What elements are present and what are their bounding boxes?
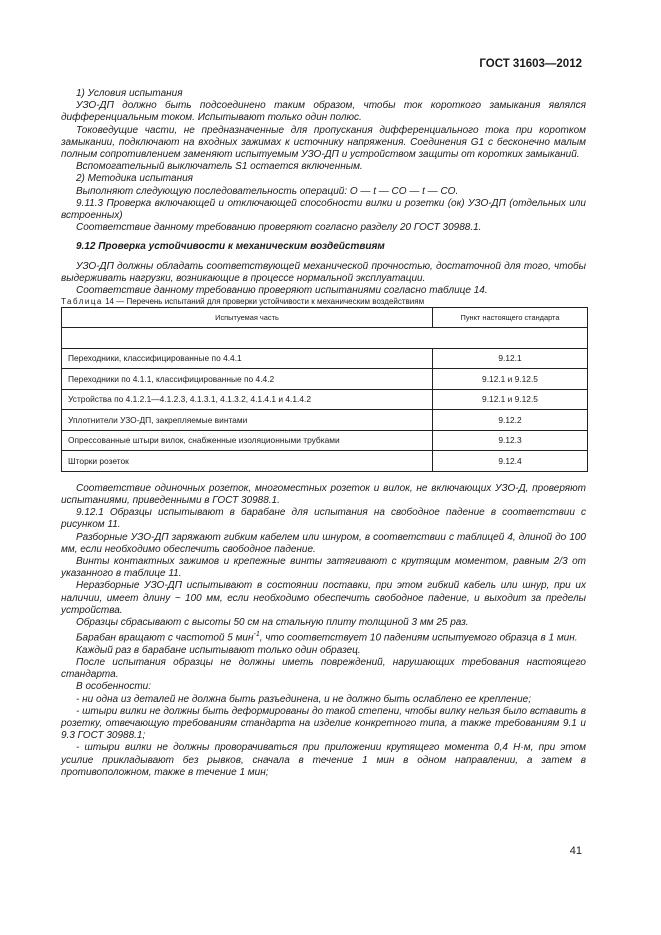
table-row bbox=[62, 369, 588, 390]
table-row bbox=[62, 389, 588, 410]
paragraph bbox=[61, 629, 586, 645]
page-body bbox=[61, 88, 586, 779]
paragraph: Токоведущие части, не предназначенные для пропускания дифференциального тока при коротком замыкании, подключают на входных зажимах к источнику напряжения. Соединения G1 с бесконечно малым полным сопротивлением заменяют испытуемым УЗО-ДП и устройством защиты от коротких замыканий. bbox=[61, 124, 586, 161]
paragraph: Соответствие одиночных розеток, многоместных розеток и вилок, не включающих УЗО-Д, проверяют испытаниями, приведенными в ГОСТ 30988.1. bbox=[61, 482, 586, 506]
column-header: Испытуемая часть bbox=[62, 308, 433, 328]
table-cell: Переходники по 4.1.1, классифицированные по 4.4.2 bbox=[62, 369, 433, 390]
table-caption bbox=[61, 297, 586, 307]
paragraph: Соответствие данному требованию проверяют согласно разделу 20 ГОСТ 30988.1. bbox=[76, 222, 482, 234]
paragraph: В особенности: bbox=[76, 681, 151, 693]
paragraph: Вспомогательный выключатель S1 остается включенным. bbox=[76, 161, 363, 173]
table-cell: Шторки розеток bbox=[62, 451, 433, 472]
paragraph: УЗО-ДП должно быть подсоединено таким образом, чтобы ток короткого замыкания являлся дифференциальным током. Испытывают только один полюс. bbox=[61, 100, 586, 124]
table-row bbox=[62, 430, 588, 451]
paragraph: Каждый раз в барабане испытывают только один образец. bbox=[76, 644, 361, 656]
table-spacer bbox=[62, 328, 588, 349]
paragraph: Соответствие данному требованию проверяют испытаниями согласно таблице 14. bbox=[76, 285, 488, 297]
document-id: ГОСТ 31603—2012 bbox=[479, 58, 582, 70]
list-item: - штыри вилки не должны быть деформированы до такой степени, чтобы вилку нельзя было вставить в розетку, отвечающую требованиям стандарта на изделие конкретного типа, а также требованиям 9.1 и 9.3 ГОСТ 30988.1; bbox=[61, 705, 586, 742]
drum-text-start: Барабан вращают с частотой 5 мин bbox=[76, 632, 254, 644]
table-cell: Устройства по 4.1.2.1—4.1.2.3, 4.1.3.1, 4.1.3.2, 4.1.4.1 и 4.1.4.2 bbox=[62, 389, 433, 410]
section-heading: 9.12 Проверка устойчивости к механическим воздействиям bbox=[76, 241, 385, 253]
paragraph: 9.12.1 Образцы испытывают в барабане для испытания на свободное падение в соответствии с рисунком 11. bbox=[61, 507, 586, 531]
table-cell: Переходники, классифицированные по 4.4.1 bbox=[62, 348, 433, 369]
paragraph: Выполняют следующую последовательность операций: O — t — CO — t — CO. bbox=[76, 185, 459, 197]
tests-table bbox=[61, 307, 588, 472]
list-item: - ни одна из деталей не должна быть разъединена, и не должно быть ослаблено ее крепление; bbox=[76, 693, 531, 705]
table-row bbox=[62, 451, 588, 472]
table-row bbox=[62, 410, 588, 431]
paragraph: Образцы сбрасывают с высоты 50 см на стальную плиту толщиной 3 мм 25 раз. bbox=[76, 616, 469, 628]
paragraph: 2) Методика испытания bbox=[76, 173, 193, 185]
column-header: Пункт настоящего стандарта bbox=[433, 308, 588, 328]
table-row bbox=[62, 348, 588, 369]
table-cell: 9.12.4 bbox=[433, 451, 588, 472]
table-caption-text: 14 — Перечень испытаний для проверки устойчивости к механическим воздействиям bbox=[102, 297, 425, 307]
paragraph: 1) Условия испытания bbox=[76, 88, 183, 99]
table-cell: Опрессованные штыри вилок, снабженные изоляционными трубками bbox=[62, 430, 433, 451]
table-cell: 9.12.1 и 9.12.5 bbox=[433, 389, 588, 410]
paragraph: Винты контактных зажимов и крепежные винты затягивают с крутящим моментом, равным 2/3 от указанного в таблице 11. bbox=[61, 555, 586, 580]
table-cell: 9.12.1 и 9.12.5 bbox=[433, 369, 588, 390]
paragraph: УЗО-ДП должны обладать соответствующей механической прочностью, достаточной для того, чтобы выдерживать нагрузки, возникающие в процессе нормальной эксплуатации. bbox=[61, 260, 586, 284]
paragraph: После испытания образцы не должны иметь повреждений, нарушающих требования настоящего стандарта. bbox=[61, 656, 586, 681]
table-cell: Уплотнители УЗО-ДП, закрепляемые винтами bbox=[62, 410, 433, 431]
table-caption-label: Таблица bbox=[61, 297, 103, 307]
list-item: - штыри вилки не должны проворачиваться при приложении крутящего момента 0,4 Н·м, при этом усилие прикладывают без рывков, сначала в течение 1 мин в одном направлении, а затем в противоположном, также в течение 1 мин; bbox=[61, 742, 586, 778]
drum-text-end: , что соответствует 10 падениям испытуемого образца в 1 мин. bbox=[259, 632, 578, 644]
paragraph: Разборные УЗО-ДП заряжают гибким кабелем или шнуром, в соответствии с таблицей 4, длиной до 100 мм, если необходимо обеспечить свободное падение. bbox=[61, 531, 586, 555]
table-header-row bbox=[62, 308, 588, 328]
table-cell: 9.12.2 bbox=[433, 410, 588, 431]
table-cell: 9.12.3 bbox=[433, 430, 588, 451]
table-cell: 9.12.1 bbox=[433, 348, 588, 369]
drum-exponent: -1 bbox=[253, 631, 260, 639]
page-number: 41 bbox=[569, 845, 582, 857]
paragraph: Неразборные УЗО-ДП испытывают в состоянии поставки, при этом гибкий кабель или шнур, при их наличии, имеет длину ~ 100 мм, если необходимо обеспечить свободное падение, и выходит за пределы устройства. bbox=[61, 580, 586, 616]
paragraph: 9.11.3 Проверка включающей и отключающей способности вилки и розетки (ок) УЗО-ДП (отдельных или встроенных) bbox=[61, 197, 586, 222]
